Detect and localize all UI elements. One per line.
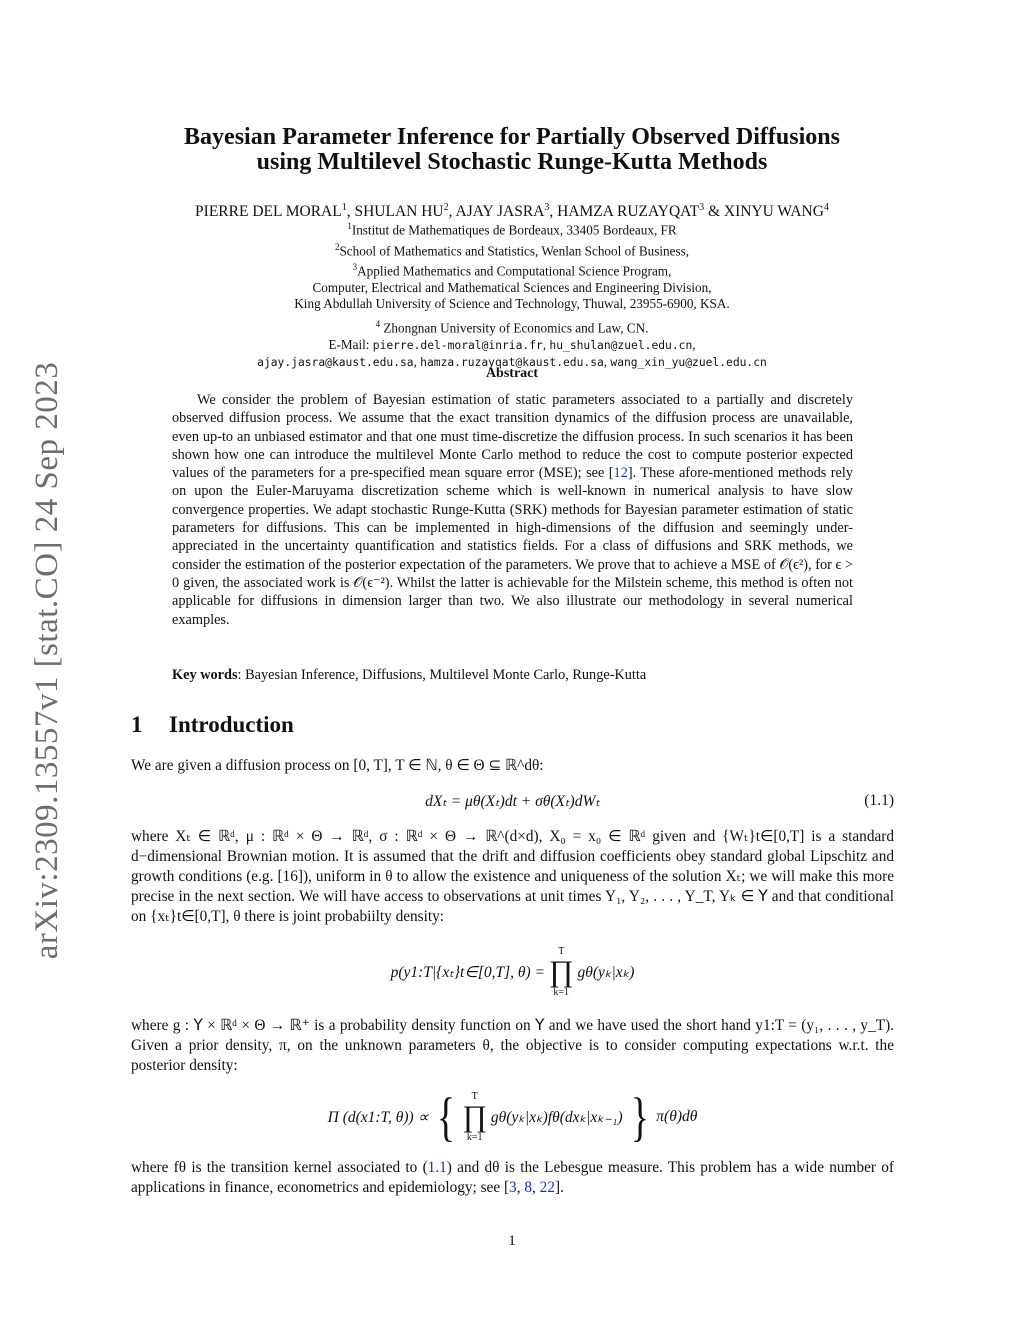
arxiv-identifier[interactable]: arXiv:2309.13557v1 [stat.CO] 24 Sep 2023 [29, 361, 66, 959]
equation-likelihood [131, 946, 894, 1002]
author-sup: 3 [699, 202, 705, 213]
affil-text: Institut de Mathematiques de Bordeaux, 33405 Bordeaux, FR [351, 222, 677, 238]
section-heading [131, 712, 631, 738]
author-sup: 1 [341, 202, 347, 213]
affil-sup: 3 [352, 262, 358, 273]
author-sup: 3 [544, 202, 550, 213]
email-link[interactable]: hu_shulan@zuel.edu.cn [549, 338, 693, 352]
paragraph: where g : 𝖸 × ℝᵈ × Θ → ℝ⁺ is a probability density function on 𝖸 and we have used the short hand y1:T = (y₁, . . . , y_T). Given a prior density, π, on the unknown parameters θ, the objective is to consider computing expectations w.r.t. the posterior density: [131, 1017, 894, 1074]
right-brace: } [630, 1087, 649, 1147]
abstract-text [172, 391, 853, 629]
abstract-part: ]. These afore-mentioned methods rely on upon the Euler-Maruyama discretization scheme which is well-known in numerical analysis to have slow convergence properties. We adapt stochastic Runge-Kutta (SRK) methods for Bayesian parameter estimation of static parameters for diffusions. This can be implemented in high-dimensions of the diffusion and seemingly under-appreciated in the uncertainty quantification and statistics fields. For a class of diffusions and SRK methods, we consider the estimation of the posterior expectation of the parameters. We prove that to achieve a MSE of 𝒪(ϵ²), for ϵ > 0 given, the associated work is 𝒪(ϵ⁻²). Whilst the latter is achievable for the Milstein scheme, this method is often not applicable for diffusions in dimension larger than two. We also illustrate our methodology in several numerical examples. [172, 465, 853, 628]
email-line-2: ajay.jasra@kaust.edu.sa, hamza.ruzayqat@kaust.edu.sa, wang_xin_yu@zuel.edu.cn [257, 353, 767, 369]
author-name: HAMZA RUZAYQAT [557, 203, 700, 221]
affiliation-3-line-2: Computer, Electrical and Mathematical Sciences and Engineering Division, [312, 279, 712, 295]
affil-text: School of Mathematics and Statistics, Wenlan School of Business, [339, 242, 690, 258]
abstract-heading: Abstract [485, 366, 539, 381]
keywords [172, 666, 853, 684]
product-symbol: ∏ [548, 955, 574, 988]
equation-lhs: Π (d(x1:T, θ)) ∝ [327, 1108, 429, 1126]
section-number: 1 [131, 712, 143, 737]
text-run: ) and dθ is the Lebesgue measure. This problem has a wide number of applications in finance, econometrics and epidemiology; see [ [131, 1159, 894, 1196]
email-line-1: E-Mail: pierre.del-moral@inria.fr, hu_shulan@zuel.edu.cn, [328, 336, 696, 352]
paragraph: where fθ is the transition kernel associated to (1.1) and dθ is the Lebesgue measure. This problem has a wide number of applications in finance, econometrics and epidemiology; see [3, 8, 22]. [131, 1159, 894, 1196]
equation-number: (1.1) [864, 792, 894, 809]
author-name: AJAY JASRA [455, 203, 545, 221]
equation-rhs: π(θ)dθ [656, 1108, 698, 1125]
author-sup: 2 [443, 202, 449, 213]
keywords-text: : Bayesian Inference, Diffusions, Multilevel Monte Carlo, Runge-Kutta [237, 667, 647, 683]
text-run: ]. [554, 1179, 564, 1196]
section-title: Introduction [169, 712, 294, 737]
citation-link[interactable]: 8 [524, 1179, 533, 1196]
keywords-label: Key words [172, 667, 238, 683]
citation-link[interactable]: 22 [539, 1179, 555, 1196]
affiliation-3-line-3: King Abdullah University of Science and Technology, Thuwal, 23955-6900, KSA. [294, 295, 730, 311]
affiliations [150, 218, 874, 371]
affiliation-2 [150, 239, 874, 260]
text-run: where fθ is the transition kernel associated to ( [131, 1159, 428, 1176]
product-upper: T [471, 1091, 478, 1102]
equation-rhs: gθ(yₖ|xₖ) [577, 963, 635, 981]
product-operator [462, 1091, 487, 1143]
affil-sup: 4 [375, 319, 381, 330]
product-symbol: ∏ [462, 1100, 488, 1133]
email-link[interactable]: pierre.del-moral@inria.fr [372, 338, 543, 352]
page-number: 1 [508, 1233, 516, 1249]
product-operator [549, 946, 574, 998]
arxiv-side-stamp [18, 355, 78, 965]
author-name: XINYU WANG [723, 203, 824, 221]
author-sup: 4 [823, 202, 829, 213]
title-line-1: Bayesian Parameter Inference for Partially Observed Diffusions [184, 124, 840, 150]
affiliation-1 [150, 218, 874, 239]
product-lower: k=1 [466, 1132, 483, 1143]
product-upper: T [558, 946, 565, 957]
equation-posterior [131, 1087, 894, 1150]
affiliation-3 [150, 259, 874, 280]
affil-text: Zhongnan University of Economics and Law, CN. [380, 320, 649, 336]
citation-link[interactable]: 12 [613, 465, 628, 482]
abstract-part: We consider the problem of Bayesian estimation of static parameters associated to a partially and discretely observed diffusion process. We assume that the exact transition dynamics of the diffusion process are unavailable, even up-to an unbiased estimator and that one must time-discretize the diffusion process. In such scenarios it has been shown how one can introduce the multilevel Monte Carlo method to reduce the cost to compute posterior expected values of the parameters for a pre-specified mean square error (MSE); see [ [172, 392, 853, 482]
email-link[interactable]: hamza.ruzayqat@kaust.edu.sa [420, 355, 604, 369]
equation-inner: gθ(yₖ|xₖ)fθ(dxₖ|xₖ₋₁) [490, 1108, 623, 1126]
equation-body: dXₜ = μθ(Xₜ)dt + σθ(Xₜ)dWₜ [425, 793, 600, 810]
left-brace: { [436, 1087, 455, 1147]
equation-lhs: p(y1:T|{xₜ}t∈[0,T], θ) = [390, 963, 546, 981]
affil-sup: 1 [347, 221, 352, 231]
product-lower: k=1 [553, 987, 570, 998]
affil-text: Applied Mathematics and Computational Science Program, [357, 263, 672, 279]
affiliation-4 [150, 316, 874, 337]
author-list: PIERRE DEL MORAL$^1$, SHULAN $HU^2$, AJAY JASRA$^3$, HAMZA RUZAYQAT$^3$ & XINYU WANG$^4$ [195, 202, 829, 221]
affil-sup: 2 [334, 241, 340, 252]
email-link[interactable]: ajay.jasra@kaust.edu.sa [257, 355, 414, 369]
paper-title [120, 125, 904, 175]
citation-link[interactable]: 3 [509, 1179, 517, 1196]
paragraph: We are given a diffusion process on [0, T], T ∈ ℕ, θ ∈ Θ ⊆ ℝ^dθ: [131, 757, 544, 774]
author-name: PIERRE DEL MORAL [195, 203, 342, 221]
title-line-2: using Multilevel Stochastic Runge-Kutta Methods [256, 149, 768, 175]
email-label: E-Mail: [328, 336, 373, 352]
email-link[interactable]: wang_xin_yu@zuel.edu.cn [610, 355, 767, 369]
equation-ref-link[interactable]: 1.1 [427, 1159, 447, 1176]
paragraph: where Xₜ ∈ ℝᵈ, μ : ℝᵈ × Θ → ℝᵈ, σ : ℝᵈ × Θ → ℝ^(d×d), X₀ = x₀ ∈ ℝᵈ given and {Wₜ}t∈[0,T] is a standard d−dimensional Brownian motion. It is assumed that the drift and diffusion coefficients obey standard global Lipschitz and growth conditions (e.g. [16]), uniform in θ to allow the existence and uniqueness of the solution Xₜ; we will make this more precise in the next section. We will have access to observations at unit times Y₁, Y₂, . . . , Y_T, Yₖ ∈ 𝖸 and that conditional on {xₜ}t∈[0,T], θ there is joint probabiilty density: [131, 828, 894, 925]
equation-1-1 [131, 792, 894, 811]
author-name: SHULAN HU [354, 203, 444, 221]
